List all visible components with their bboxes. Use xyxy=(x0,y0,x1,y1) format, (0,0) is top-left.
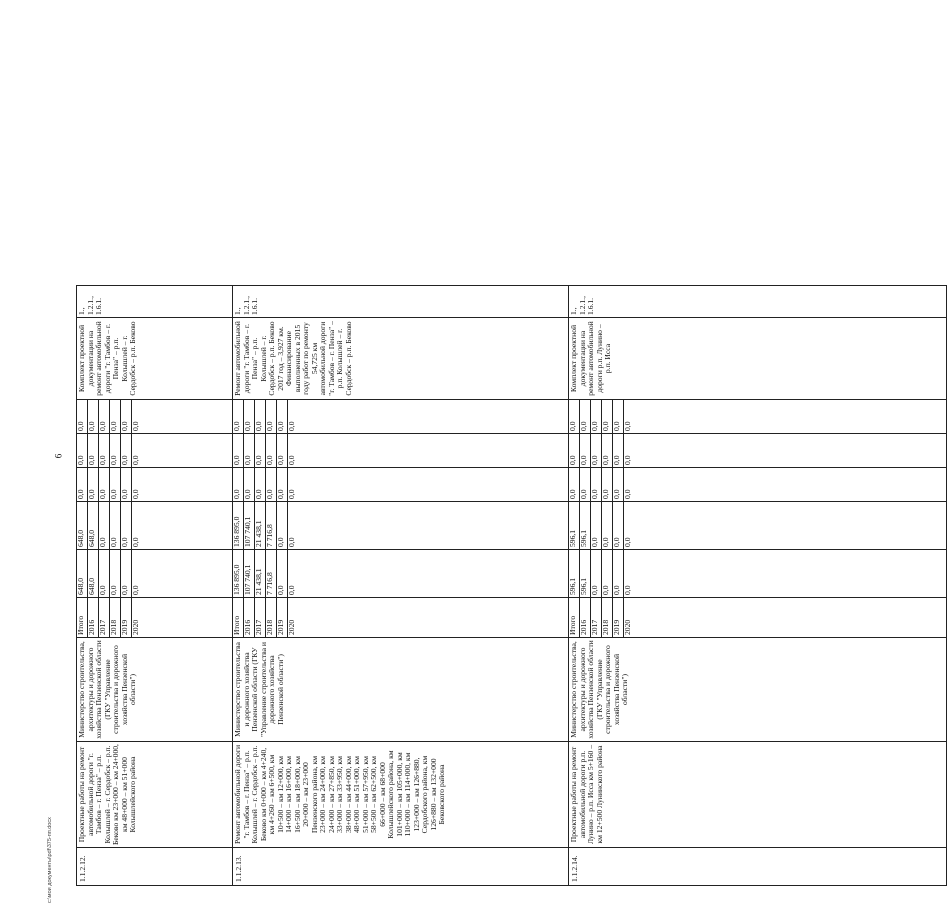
target-indicator: 1., 1.2.1., 1.6.1. xyxy=(233,286,569,318)
years-cell: Итого xyxy=(77,598,88,637)
years-cell: 2016 xyxy=(88,598,99,637)
table-row xyxy=(233,286,569,886)
regional-cell: 0,0 xyxy=(131,537,140,547)
years-cell: 2016 xyxy=(244,598,255,637)
total-cell: 0,0 xyxy=(277,550,288,597)
regional-cell: 596,1 xyxy=(569,502,580,549)
other-cell: 0,0 xyxy=(580,400,591,433)
federal-cell: 0,0 xyxy=(580,468,591,501)
federal-cell: 0,0 xyxy=(121,468,132,501)
federal-cell: 0,0 xyxy=(255,468,266,501)
year-values-regional xyxy=(233,502,569,550)
year-values-local xyxy=(77,434,233,468)
measure-name: Проектные работы на ремонт автомобильной дороги р.п. Лунино – р.п. Исса км 5+160 – км 12+500 Лунинского района xyxy=(569,742,947,848)
local-cell: 0,0 xyxy=(613,434,624,467)
years-cell: 2020 xyxy=(287,619,296,635)
measure-name: Ремонт автомобильной дороги "г. Тамбов – г. Пенза" – р.п. Колышлей – г. Сердобск – р.п. Бековo км 0+000 – км 4+240, км 4+260 – км 6+500, км 10+500 – км 12+000, км 14+000 – км 16+000, км 16+500 – км 18+000, км 20+000 – км 23+000 Пензенского района, км 23+000 – км 24+000, км 24+000 – км 27+850, км 33+000 – км 33+950, км 38+000 – км 44+000, км 48+000 – км 51+000, км 51+000 – км 57+950, км 58+500 – км 62+500, км 66+000 – км 68+000 Колышлейского района, км 101+000 – км 105+000, км 110+000 – км 114+000, км 123+000 – км 126+880, Сердобского района, км 126+880 – км 132+000 Бековского района xyxy=(233,742,569,848)
year-values-years xyxy=(77,598,233,638)
years-cell: 2019 xyxy=(121,598,132,637)
regional-cell: 0,0 xyxy=(602,502,613,549)
other-cell: 0,0 xyxy=(613,400,624,433)
expected-result: Ремонт автомобильной дороги "г. Тамбов – г. Пенза" – р.п. Колышлей – г. Сердобск – р.п. Бековo 2017 год – 3,927 км. Финансирование выполненных в 2015 году работ по ремонту 54,725 км автомобильной дороги "г. Тамбов – г. Пенза" – р.п. Колышлей – г. Сердобск – р.п. Бековo xyxy=(233,318,569,400)
total-cell: 0,0 xyxy=(121,550,132,597)
year-values-other xyxy=(569,400,947,434)
regional-cell: 0,0 xyxy=(287,537,296,547)
local-cell: 0,0 xyxy=(99,434,110,467)
total-cell: 0,0 xyxy=(613,550,624,597)
federal-cell: 0,0 xyxy=(266,468,277,501)
federal-cell: 0,0 xyxy=(287,489,296,499)
expected-result: Комплект проектной документации на ремонт автомобильной дороги "г. Тамбов – г. Пенза" – р.п. Колышлей – г. Сердобск – р.п. Бековo xyxy=(77,318,233,400)
year-values-total xyxy=(569,550,947,598)
year-values-federal xyxy=(233,468,569,502)
federal-cell: 0,0 xyxy=(623,489,632,499)
regional-cell: 0,0 xyxy=(623,537,632,547)
other-cell: 0,0 xyxy=(287,421,296,431)
table-row xyxy=(77,286,233,886)
local-cell: 0,0 xyxy=(569,434,580,467)
table-body xyxy=(77,286,947,886)
federal-cell: 0,0 xyxy=(110,468,121,501)
other-cell: 0,0 xyxy=(110,400,121,433)
rotated-page-content xyxy=(76,286,946,886)
page-number: 6 xyxy=(53,453,64,459)
year-values-regional xyxy=(77,502,233,550)
federal-cell: 0,0 xyxy=(602,468,613,501)
years-cell: 2019 xyxy=(277,598,288,637)
measure-name: Проектные работы на ремонт автомобильной дороги "г. Тамбов – г. Пенза" – р.п. Колышлей – г. Сердобск – р.п. Бековo км 23+000 – км 24+000, км 48+000 – км 51+000 Колышлейского района xyxy=(77,742,233,848)
federal-cell: 0,0 xyxy=(77,468,88,501)
year-values-total xyxy=(233,550,569,598)
measure-code: 1.1.2.14. xyxy=(569,848,947,886)
program-measures-table xyxy=(76,285,947,886)
other-cell: 0,0 xyxy=(244,400,255,433)
total-cell: 0,0 xyxy=(287,585,296,595)
total-cell: 648,0 xyxy=(77,550,88,597)
years-cell: 2018 xyxy=(602,598,613,637)
local-cell: 0,0 xyxy=(88,434,99,467)
total-cell: 0,0 xyxy=(602,550,613,597)
local-cell: 0,0 xyxy=(602,434,613,467)
other-cell: 0,0 xyxy=(255,400,266,433)
total-cell: 0,0 xyxy=(591,550,602,597)
other-cell: 0,0 xyxy=(277,400,288,433)
total-cell: 648,0 xyxy=(88,550,99,597)
year-values-total xyxy=(77,550,233,598)
year-values-local xyxy=(569,434,947,468)
federal-cell: 0,0 xyxy=(613,468,624,501)
local-cell: 0,0 xyxy=(121,434,132,467)
target-indicator: 1., 1.2.1., 1.6.1. xyxy=(569,286,947,318)
measure-executor: Министерство строительства, архитектуры и дорожного хозяйства Пензенской области (ГКУ "Управление строительства и дорожного хозяйства Пензенской области") xyxy=(569,638,947,742)
years-cell: 2020 xyxy=(623,619,632,635)
total-cell: 21 438,1 xyxy=(255,550,266,597)
federal-cell: 0,0 xyxy=(131,489,140,499)
regional-cell: 0,0 xyxy=(591,502,602,549)
federal-cell: 0,0 xyxy=(244,468,255,501)
measure-code: 1.1.2.13. xyxy=(233,848,569,886)
regional-cell: 648,0 xyxy=(77,502,88,549)
other-cell: 0,0 xyxy=(233,400,244,433)
federal-cell: 0,0 xyxy=(591,468,602,501)
total-cell: 0,0 xyxy=(623,585,632,595)
federal-cell: 0,0 xyxy=(277,468,288,501)
total-cell: 0,0 xyxy=(99,550,110,597)
years-cell: Итого xyxy=(569,598,580,637)
local-cell: 0,0 xyxy=(77,434,88,467)
other-cell: 0,0 xyxy=(266,400,277,433)
other-cell: 0,0 xyxy=(591,400,602,433)
total-cell: 596,1 xyxy=(569,550,580,597)
measure-executor: Министерство строительства и дорожного хозяйства Пензенской области (ГКУ "Управление строительства и дорожного хозяйства Пензенской области") xyxy=(233,638,569,742)
regional-cell: 0,0 xyxy=(613,502,624,549)
years-cell: 2020 xyxy=(131,619,140,635)
years-cell: 2017 xyxy=(591,598,602,637)
year-values-regional xyxy=(569,502,947,550)
other-cell: 0,0 xyxy=(131,421,140,431)
years-cell: 2018 xyxy=(266,598,277,637)
year-values-years xyxy=(233,598,569,638)
federal-cell: 0,0 xyxy=(569,468,580,501)
local-cell: 0,0 xyxy=(131,455,140,465)
local-cell: 0,0 xyxy=(623,455,632,465)
footer-file-path: c:\мои документы\pdf\375-пп.docx xyxy=(47,817,53,903)
year-values-federal xyxy=(569,468,947,502)
other-cell: 0,0 xyxy=(77,400,88,433)
total-cell: 0,0 xyxy=(131,585,140,595)
regional-cell: 7 716,8 xyxy=(266,502,277,549)
local-cell: 0,0 xyxy=(580,434,591,467)
other-cell: 0,0 xyxy=(121,400,132,433)
total-cell: 136 895,0 xyxy=(233,550,244,597)
years-cell: 2016 xyxy=(580,598,591,637)
total-cell: 107 740,1 xyxy=(244,550,255,597)
table-row xyxy=(569,286,947,886)
year-values-other xyxy=(233,400,569,434)
total-cell: 7 716,8 xyxy=(266,550,277,597)
other-cell: 0,0 xyxy=(88,400,99,433)
measure-code: 1.1.2.12. xyxy=(77,848,233,886)
local-cell: 0,0 xyxy=(277,434,288,467)
regional-cell: 0,0 xyxy=(99,502,110,549)
regional-cell: 0,0 xyxy=(110,502,121,549)
other-cell: 0,0 xyxy=(602,400,613,433)
local-cell: 0,0 xyxy=(233,434,244,467)
total-cell: 596,1 xyxy=(580,550,591,597)
regional-cell: 21 438,1 xyxy=(255,502,266,549)
local-cell: 0,0 xyxy=(266,434,277,467)
regional-cell: 0,0 xyxy=(121,502,132,549)
local-cell: 0,0 xyxy=(591,434,602,467)
federal-cell: 0,0 xyxy=(233,468,244,501)
regional-cell: 0,0 xyxy=(277,502,288,549)
year-values-years xyxy=(569,598,947,638)
expected-result: Комплект проектной документации на ремонт автомобильной дороги р.п. Лунино – р.п. Исса xyxy=(569,318,947,400)
years-cell: Итого xyxy=(233,598,244,637)
years-cell: 2019 xyxy=(613,598,624,637)
local-cell: 0,0 xyxy=(255,434,266,467)
other-cell: 0,0 xyxy=(99,400,110,433)
years-cell: 2017 xyxy=(255,598,266,637)
year-values-federal xyxy=(77,468,233,502)
local-cell: 0,0 xyxy=(287,455,296,465)
federal-cell: 0,0 xyxy=(88,468,99,501)
target-indicator: 1., 1.2.1., 1.6.1. xyxy=(77,286,233,318)
local-cell: 0,0 xyxy=(110,434,121,467)
measure-executor: Министерство строительства, архитектуры и дорожного хозяйства Пензенской области (ГКУ "Управление строительства и дорожного хозяйства Пензенской области") xyxy=(77,638,233,742)
local-cell: 0,0 xyxy=(244,434,255,467)
regional-cell: 136 895,0 xyxy=(233,502,244,549)
other-cell: 0,0 xyxy=(623,421,632,431)
other-cell: 0,0 xyxy=(569,400,580,433)
year-values-local xyxy=(233,434,569,468)
regional-cell: 648,0 xyxy=(88,502,99,549)
year-values-other xyxy=(77,400,233,434)
regional-cell: 107 740,1 xyxy=(244,502,255,549)
years-cell: 2018 xyxy=(110,598,121,637)
total-cell: 0,0 xyxy=(110,550,121,597)
regional-cell: 596,1 xyxy=(580,502,591,549)
federal-cell: 0,0 xyxy=(99,468,110,501)
years-cell: 2017 xyxy=(99,598,110,637)
